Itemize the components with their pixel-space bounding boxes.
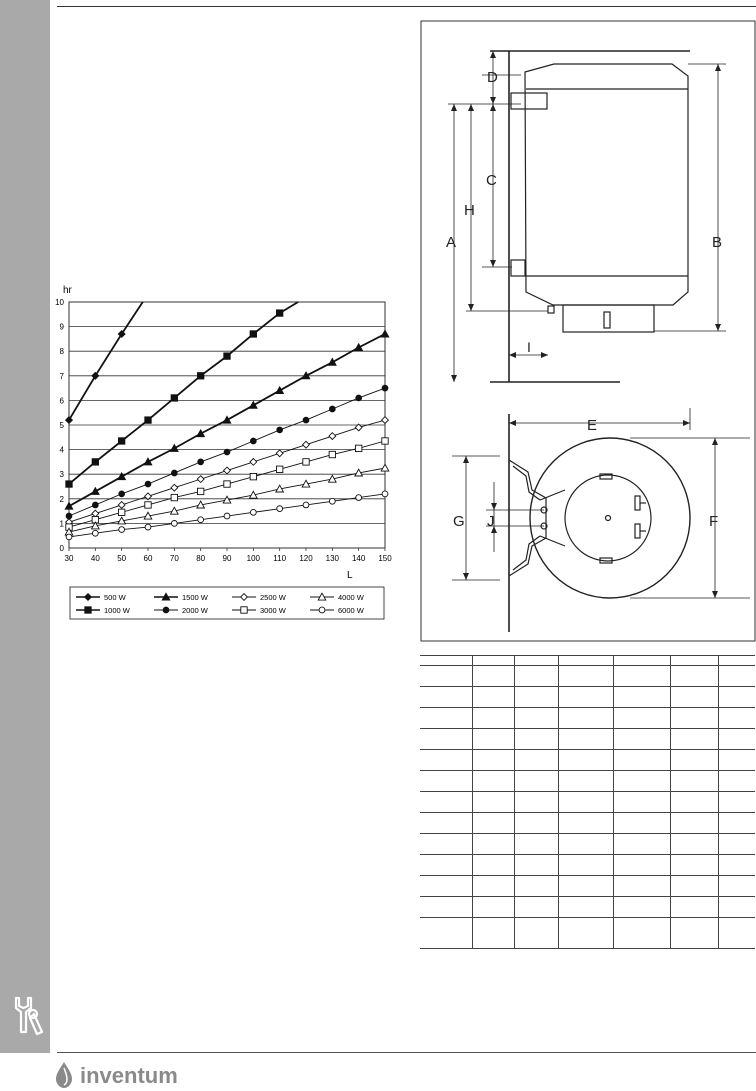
- table-cell: [558, 750, 613, 771]
- x-tick-label: 130: [325, 554, 340, 563]
- x-tick-label: 60: [143, 554, 153, 563]
- legend-marker: [319, 607, 325, 613]
- table-cell: [472, 708, 514, 729]
- table-cell: [472, 656, 514, 666]
- data-point: [250, 402, 258, 409]
- table-cell: [472, 918, 514, 949]
- data-point: [382, 417, 389, 424]
- data-point: [329, 433, 336, 440]
- data-point: [224, 513, 230, 519]
- table-cell: [514, 729, 558, 750]
- table-cell: [420, 897, 472, 918]
- series-4000w: [65, 464, 389, 535]
- data-point: [145, 481, 151, 487]
- data-point: [92, 459, 98, 465]
- series-500w: [66, 302, 143, 423]
- legend-label: 500 W: [104, 593, 126, 602]
- table-cell: [718, 656, 755, 666]
- bottom-rule: [57, 1052, 756, 1053]
- table-cell: [472, 729, 514, 750]
- table-cell: [670, 855, 718, 876]
- legend-entry: [310, 606, 365, 615]
- x-tick-label: 80: [196, 554, 206, 563]
- table-cell: [558, 666, 613, 687]
- data-point: [224, 449, 230, 455]
- table-row: [420, 656, 755, 666]
- x-tick-label: 70: [169, 554, 179, 563]
- table-cell: [472, 834, 514, 855]
- table-row: [420, 729, 755, 750]
- table-cell: [514, 855, 558, 876]
- drop-icon: [56, 1062, 72, 1088]
- table-cell: [514, 771, 558, 792]
- table-cell: [420, 855, 472, 876]
- table-cell: [558, 855, 613, 876]
- data-point: [303, 459, 309, 465]
- table-cell: [670, 918, 718, 949]
- table-cell: [558, 813, 613, 834]
- data-point: [145, 502, 151, 508]
- table-row: [420, 813, 755, 834]
- label-g: G: [453, 513, 465, 530]
- legend-entry: [232, 593, 287, 602]
- tank-center-dot: [606, 516, 611, 521]
- table-cell: [613, 771, 670, 792]
- table-cell: [420, 687, 472, 708]
- legend-entry: [76, 593, 127, 602]
- data-point: [224, 481, 230, 487]
- table-cell: [670, 834, 718, 855]
- table-cell: [558, 792, 613, 813]
- label-f: F: [709, 513, 719, 530]
- table-cell: [670, 729, 718, 750]
- x-tick-label: 40: [90, 554, 100, 563]
- table-cell: [420, 834, 472, 855]
- data-point: [119, 527, 125, 533]
- table-cell: [718, 918, 755, 949]
- x-axis-label: L: [347, 570, 353, 581]
- table-cell: [472, 771, 514, 792]
- table-cell: [718, 855, 755, 876]
- table-cell: [514, 897, 558, 918]
- table-cell: [670, 771, 718, 792]
- data-point: [329, 498, 335, 504]
- x-tick-label: 30: [64, 554, 74, 563]
- series-line: [69, 302, 298, 484]
- legend-label: 1000 W: [104, 606, 130, 615]
- table-cell: [613, 708, 670, 729]
- legend-label: 3000 W: [260, 606, 286, 615]
- connector-2: [635, 524, 640, 538]
- tank-inner-circle: [565, 475, 651, 561]
- data-point: [224, 353, 230, 359]
- data-point: [381, 464, 389, 471]
- table-cell: [670, 666, 718, 687]
- y-tick-label: 2: [59, 494, 64, 504]
- dimensions-table: [420, 655, 755, 949]
- data-point: [171, 470, 177, 476]
- table-cell: [472, 897, 514, 918]
- data-point: [198, 459, 204, 465]
- table-cell: [718, 771, 755, 792]
- side-view: [448, 51, 726, 382]
- x-tick-label: 140: [351, 554, 366, 563]
- y-tick-label: 8: [59, 347, 64, 357]
- table-row: [420, 897, 755, 918]
- table-cell: [613, 855, 670, 876]
- table-cell: [670, 750, 718, 771]
- legend-entry: [310, 593, 365, 602]
- table-cell: [613, 876, 670, 897]
- data-point: [250, 473, 256, 479]
- data-point: [329, 406, 335, 412]
- inventum-logo: [52, 1060, 232, 1090]
- table-row: [420, 771, 755, 792]
- table-row: [420, 666, 755, 687]
- data-point: [224, 467, 231, 474]
- legend-label: 2000 W: [182, 606, 208, 615]
- table-cell: [613, 813, 670, 834]
- legend-marker: [163, 607, 169, 613]
- boiler-dimension-diagram: [420, 20, 756, 644]
- table-cell: [718, 876, 755, 897]
- y-tick-label: 1: [59, 519, 64, 529]
- x-tick-label: 150: [378, 554, 392, 563]
- table-cell: [613, 687, 670, 708]
- label-d: D: [487, 69, 498, 86]
- table-cell: [514, 834, 558, 855]
- y-tick-label: 0: [59, 544, 64, 553]
- label-c: C: [486, 172, 497, 189]
- data-point: [171, 521, 177, 527]
- table-cell: [558, 708, 613, 729]
- series-line: [69, 302, 143, 420]
- data-point: [276, 466, 282, 472]
- data-point: [171, 445, 179, 452]
- y-tick-label: 7: [59, 371, 64, 381]
- table-row: [420, 708, 755, 729]
- table-cell: [613, 656, 670, 666]
- data-point: [118, 502, 125, 509]
- data-point: [356, 495, 362, 501]
- data-point: [250, 438, 256, 444]
- table-cell: [613, 918, 670, 949]
- table-cell: [472, 792, 514, 813]
- data-point: [66, 513, 72, 519]
- table-cell: [718, 687, 755, 708]
- data-point: [118, 438, 124, 444]
- data-point: [250, 509, 256, 515]
- table-cell: [670, 897, 718, 918]
- y-axis-label: hr: [63, 285, 72, 296]
- data-point: [250, 331, 256, 337]
- table-cell: [670, 708, 718, 729]
- data-point: [92, 530, 98, 536]
- table-cell: [472, 876, 514, 897]
- data-point: [171, 494, 177, 500]
- data-point: [66, 481, 72, 487]
- connector-1: [635, 496, 640, 510]
- table-cell: [613, 666, 670, 687]
- legend-label: 6000 W: [338, 606, 364, 615]
- side-bar: [0, 0, 50, 1053]
- table-cell: [472, 750, 514, 771]
- table-cell: [514, 918, 558, 949]
- table-cell: [558, 687, 613, 708]
- label-a: A: [446, 234, 457, 251]
- data-point: [145, 524, 151, 530]
- data-point: [171, 395, 177, 401]
- table-cell: [514, 792, 558, 813]
- data-point: [250, 459, 257, 466]
- table-cell: [420, 708, 472, 729]
- data-point: [329, 358, 337, 365]
- data-point: [119, 491, 125, 497]
- heating-time-chart: [48, 280, 398, 625]
- table-row: [420, 876, 755, 897]
- legend-entry: [154, 606, 209, 615]
- table-cell: [558, 656, 613, 666]
- table-cell: [558, 771, 613, 792]
- y-tick-label: 3: [59, 470, 64, 480]
- data-point: [92, 510, 99, 517]
- table-cell: [558, 834, 613, 855]
- data-point: [329, 451, 335, 457]
- data-point: [276, 310, 282, 316]
- legend-marker: [241, 607, 247, 613]
- table-cell: [558, 729, 613, 750]
- y-tick-label: 4: [59, 445, 64, 455]
- table-cell: [718, 792, 755, 813]
- data-point: [92, 502, 98, 508]
- legend-marker: [85, 594, 92, 601]
- table-cell: [718, 666, 755, 687]
- table-cell: [420, 771, 472, 792]
- data-point: [276, 450, 283, 457]
- data-point: [66, 534, 72, 540]
- series-1000w: [66, 302, 298, 487]
- table-cell: [472, 666, 514, 687]
- table-cell: [718, 729, 755, 750]
- tool-icon: [8, 994, 44, 1036]
- table-cell: [670, 792, 718, 813]
- data-point: [276, 387, 284, 394]
- data-point: [382, 385, 388, 391]
- x-tick-label: 100: [246, 554, 261, 563]
- series-2500w: [66, 417, 389, 526]
- table-cell: [718, 750, 755, 771]
- data-point: [277, 427, 283, 433]
- brand-name: inventum: [80, 1063, 178, 1088]
- legend-label: 2500 W: [260, 593, 286, 602]
- table-cell: [558, 918, 613, 949]
- table-cell: [472, 813, 514, 834]
- top-arrowheads: [463, 420, 718, 598]
- y-tick-label: 9: [59, 322, 64, 332]
- y-tick-label: 6: [59, 396, 64, 406]
- table-cell: [613, 897, 670, 918]
- table-cell: [718, 813, 755, 834]
- table-cell: [420, 813, 472, 834]
- table-cell: [514, 656, 558, 666]
- table-cell: [420, 918, 472, 949]
- outlet-pipe: [548, 306, 554, 313]
- label-i: I: [527, 339, 531, 355]
- table-cell: [420, 876, 472, 897]
- table-cell: [613, 834, 670, 855]
- data-point: [303, 417, 309, 423]
- legend-marker: [85, 607, 91, 613]
- data-point: [197, 488, 203, 494]
- legend-entry: [232, 606, 287, 615]
- table-cell: [514, 708, 558, 729]
- table-cell: [670, 687, 718, 708]
- data-point: [303, 502, 309, 508]
- data-point: [65, 502, 73, 509]
- data-point: [381, 330, 389, 337]
- table-cell: [613, 750, 670, 771]
- upper-bracket: [511, 93, 547, 109]
- y-tick-label: 5: [59, 421, 64, 430]
- data-point: [303, 441, 310, 448]
- legend-marker: [241, 594, 248, 601]
- top-view: [452, 408, 750, 632]
- tank-body: [525, 64, 688, 305]
- table-cell: [472, 855, 514, 876]
- y-tick-label: 10: [55, 298, 64, 307]
- data-point: [382, 438, 388, 444]
- data-point: [171, 484, 178, 491]
- table-cell: [670, 813, 718, 834]
- x-tick-label: 120: [299, 554, 313, 563]
- table-cell: [420, 666, 472, 687]
- table-cell: [514, 687, 558, 708]
- table-cell: [558, 897, 613, 918]
- table-cell: [613, 729, 670, 750]
- data-point: [145, 417, 151, 423]
- table-row: [420, 687, 755, 708]
- data-point: [356, 395, 362, 401]
- table-row: [420, 792, 755, 813]
- data-point: [92, 488, 100, 495]
- data-point: [197, 373, 203, 379]
- bottom-box-slot: [604, 312, 610, 328]
- table-cell: [514, 666, 558, 687]
- data-point: [355, 445, 361, 451]
- label-b: B: [712, 234, 723, 251]
- table-row: [420, 750, 755, 771]
- legend-entry: [154, 593, 209, 602]
- data-point: [277, 506, 283, 512]
- top-rule: [57, 6, 756, 7]
- table-row: [420, 855, 755, 876]
- x-tick-label: 90: [222, 554, 232, 563]
- x-tick-label: 50: [117, 554, 127, 563]
- legend-label: 1500 W: [182, 593, 208, 602]
- lower-bracket: [511, 260, 525, 276]
- data-point: [118, 509, 124, 515]
- data-point: [382, 491, 388, 497]
- data-point: [223, 416, 231, 423]
- data-point: [197, 476, 204, 483]
- table-cell: [472, 687, 514, 708]
- table-cell: [420, 729, 472, 750]
- label-e: E: [587, 417, 598, 434]
- table-cell: [420, 656, 472, 666]
- table-cell: [670, 656, 718, 666]
- table-cell: [718, 708, 755, 729]
- table-row: [420, 918, 755, 949]
- table-cell: [670, 876, 718, 897]
- table-cell: [514, 750, 558, 771]
- table-cell: [613, 792, 670, 813]
- label-h: H: [464, 202, 475, 219]
- table-cell: [718, 834, 755, 855]
- table-row: [420, 834, 755, 855]
- table-cell: [420, 792, 472, 813]
- legend-entry: [76, 606, 131, 615]
- table-cell: [558, 876, 613, 897]
- table-cell: [718, 897, 755, 918]
- x-tick-label: 110: [273, 554, 287, 563]
- table-cell: [514, 813, 558, 834]
- table-cell: [420, 750, 472, 771]
- label-j: J: [487, 513, 495, 530]
- legend-label: 4000 W: [338, 593, 364, 602]
- data-point: [198, 517, 204, 523]
- table-cell: [514, 876, 558, 897]
